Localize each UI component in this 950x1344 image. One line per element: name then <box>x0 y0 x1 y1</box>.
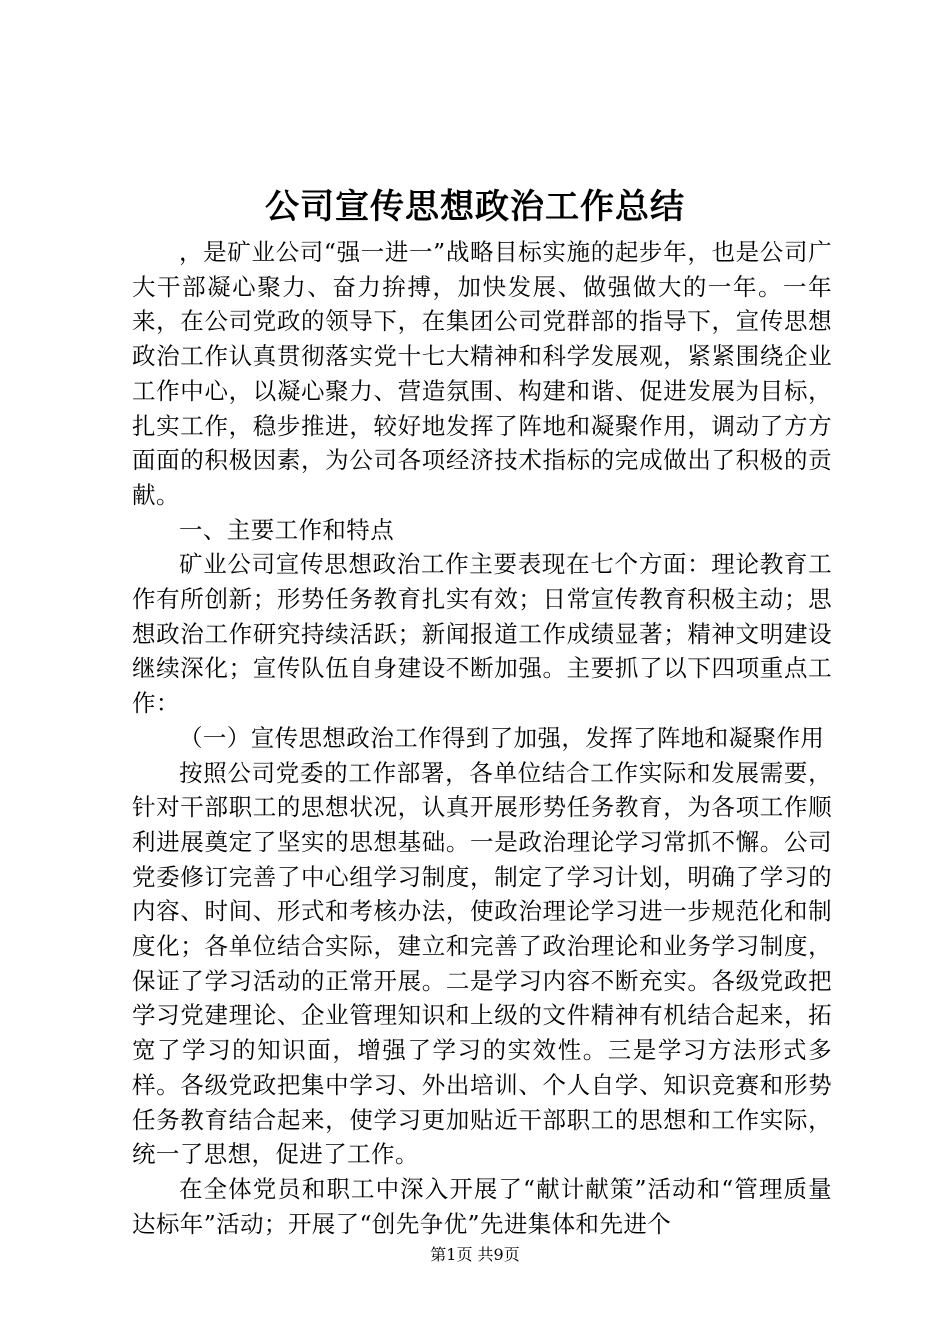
paragraph-study-work: 按照公司党委的工作部署，各单位结合工作实际和发展需要，针对干部职工的思想状况，认真开展形势任务教育，为各项工作顺利进展奠定了坚实的思想基础。一是政治理论学习常抓不懈。公司党委修订完善了中心组学习制度，制定了学习计划，明确了学习的内容、时间、形式和考核办法，使政治理论学习进一步规范化和制度化；各单位结合实际，建立和完善了政治理论和业务学习制度，保证了学习活动的正常开展。二是学习内容不断充实。各级党政把学习党建理论、企业管理知识和上级的文件精神有机结合起来，拓宽了学习的知识面，增强了学习的实效性。三是学习方法形式多样。各级党政把集中学习、外出培训、个人自学、知识竞赛和形势任务教育结合起来，使学习更加贴近干部职工的思想和工作实际，统一了思想，促进了工作。 <box>132 758 832 1169</box>
document-body <box>132 235 832 1241</box>
paragraph-seven-aspects: 矿业公司宣传思想政治工作主要表现在七个方面：理论教育工作有所创新；形势任务教育扎实有效；日常宣传教育积极主动；思想政治工作研究持续活跃；新闻报道工作成绩显著；精神文明建设继续深化；宣传队伍自身建设不断加强。主要抓了以下四项重点工作： <box>132 550 832 718</box>
paragraph-activities: 在全体党员和职工中深入开展了“献计献策”活动和“管理质量达标年”活动；开展了“创先争优”先进集体和先进个 <box>132 1174 832 1238</box>
page-footer: 第1页 共9页 <box>430 1245 520 1264</box>
paragraph-intro: ，是矿业公司“强一进一”战略目标实施的起步年，也是公司广大干部凝心聚力、奋力拚搏，加快发展、做强做大的一年。一年来，在公司党政的领导下，在集团公司党群部的指导下，宣传思想政治工作认真贯彻落实党十七大精神和科学发展观，紧紧围绕企业工作中心，以凝心聚力、营造氛围、构建和谐、促进发展为目标，扎实工作，稳步推进，较好地发挥了阵地和凝聚作用，调动了方方面面的积极因素，为公司各项经济技术指标的完成做出了积极的贡献。 <box>132 238 832 509</box>
subsection-heading-one: （一）宣传思想政治工作得到了加强，发挥了阵地和凝聚作用 <box>179 723 825 752</box>
section-heading-main-work: 一、主要工作和特点 <box>179 515 395 544</box>
document-title: 公司宣传思想政治工作总结 <box>265 187 685 227</box>
